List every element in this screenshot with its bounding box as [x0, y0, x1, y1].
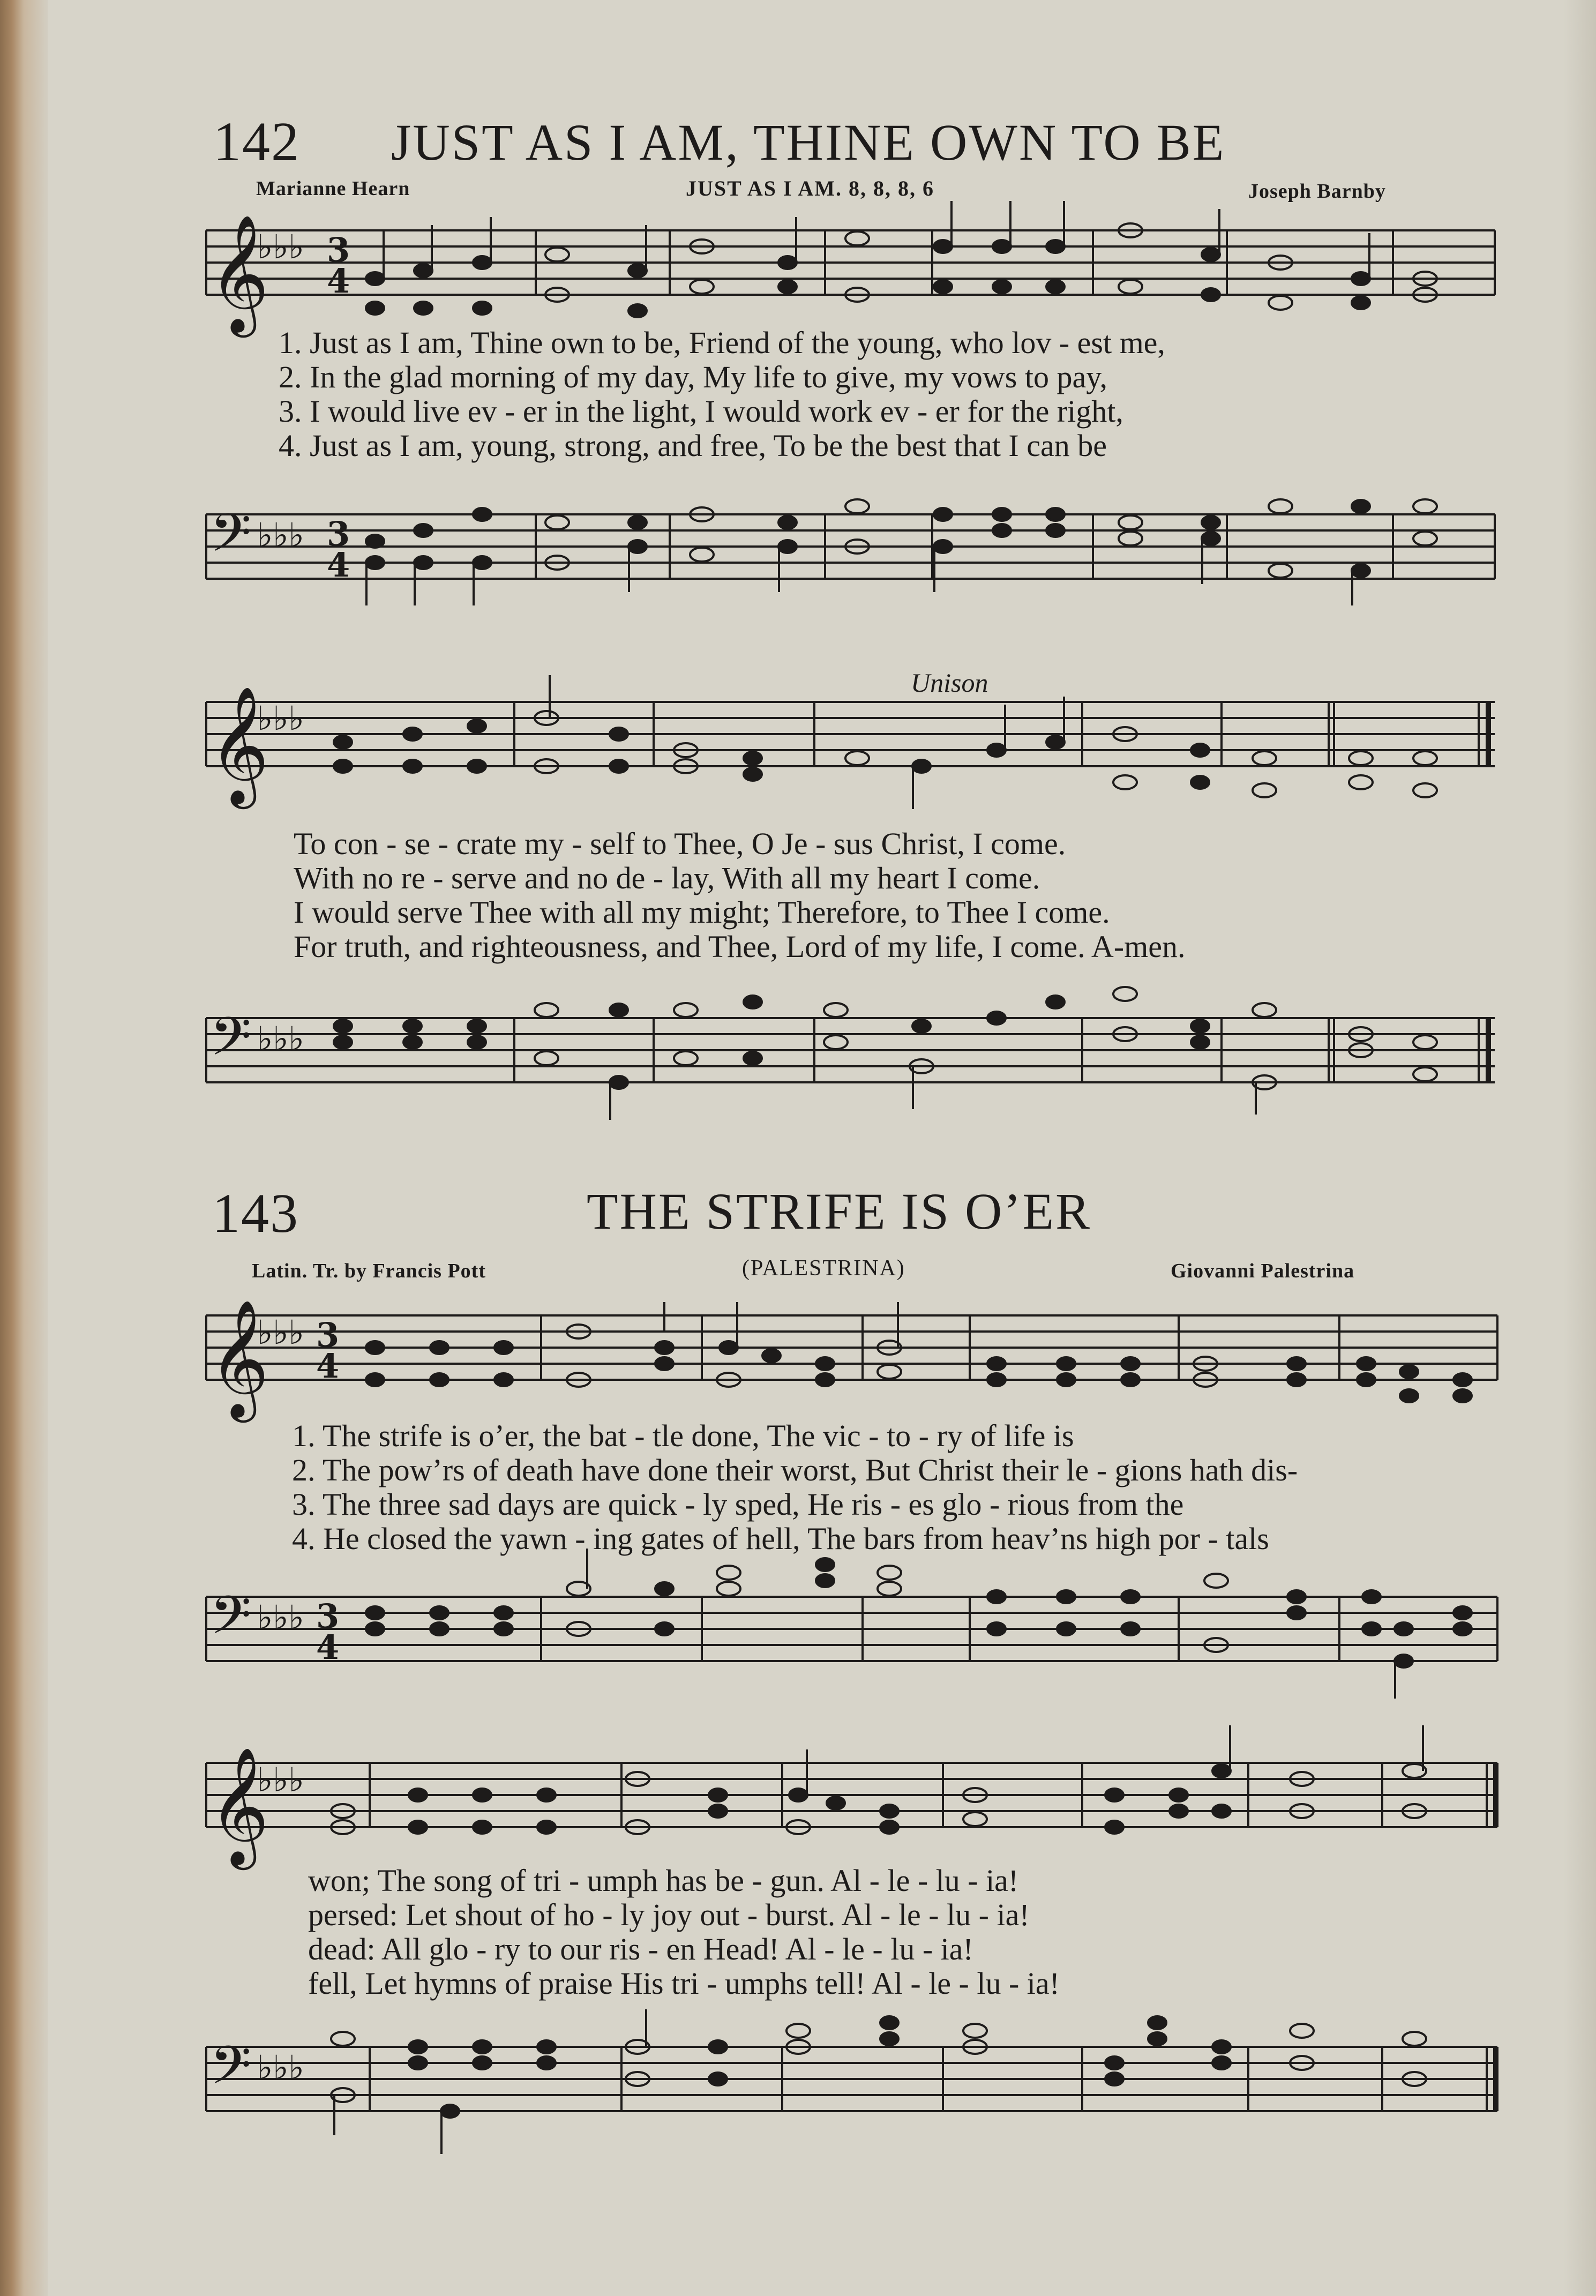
verse-4-line-2: fell, Let hymns of praise His tri - umphs tell! Al - le - lu - ia! [308, 1966, 1060, 2001]
hymn-143-verses-line-1 [292, 1419, 1298, 1556]
hymn-143-words-credit: Latin. Tr. by Francis Pott [252, 1260, 486, 1282]
svg-text:3: 3 [327, 230, 350, 270]
verse-4-line-1: 4. Just as I am, young, strong, and free, To be the best that I can be [279, 428, 1107, 463]
svg-text:3: 3 [316, 1315, 340, 1355]
verse-1-line-2: won; The song of tri - umph has be - gun. Al - le - lu - ia! [308, 1863, 1019, 1898]
bass-clef-icon: 𝄢 [210, 1006, 252, 1081]
staff-143-sys1-treble [206, 1315, 1497, 1380]
verse-2-line-1: 2. In the glad morning of my day, My life to give, my vows to pay, [279, 360, 1107, 394]
svg-text:♭♭♭: ♭♭♭ [257, 699, 304, 738]
treble-clef-icon: 𝄞 [209, 1299, 269, 1417]
verse-4-line-1: 4. He closed the yawn - ing gates of hell, The bars from heav’ns high por - tals [292, 1521, 1269, 1556]
hymn-142-verses-line-2 [294, 827, 1185, 964]
treble-clef-icon: 𝄞 [209, 685, 269, 804]
hymn-142-tune-name: JUST AS I AM. 8, 8, 8, 6 [686, 176, 935, 200]
hymn-142-number: 142 [213, 111, 300, 173]
verse-3-line-2: I would serve Thee with all my might; Therefore, to Thee I come. [294, 895, 1110, 930]
verse-2-line-2: persed: Let shout of ho - ly joy out - burst. Al - le - lu - ia! [308, 1897, 1030, 1932]
hymn-143-title: THE STRIFE IS O’ER [587, 1183, 1091, 1240]
bass-clef-icon: 𝄢 [210, 1585, 252, 1659]
svg-text:4: 4 [316, 1347, 340, 1386]
verse-3-line-2: dead: All glo - ry to our ris - en Head! Al - le - lu - ia! [308, 1932, 973, 1966]
hymn-143-verses-line-2 [308, 1864, 1060, 2001]
staff-142-sys2-treble [206, 702, 1495, 766]
verse-3-line-1: 3. I would live ev - er in the light, I would work ev - er for the right, [279, 394, 1123, 429]
svg-text:♭♭♭: ♭♭♭ [257, 1760, 304, 1799]
svg-text:♭♭♭: ♭♭♭ [257, 1019, 304, 1058]
verse-2-line-1: 2. The pow’rs of death have done their worst, But Christ their le - gions hath dis- [292, 1453, 1298, 1487]
verse-1-line-2: To con - se - crate my - self to Thee, O Je - sus Christ, I come. [294, 826, 1066, 861]
staff-142-sys1-bass [206, 514, 1495, 579]
bass-clef-icon: 𝄢 [210, 2035, 252, 2110]
svg-text:♭♭♭: ♭♭♭ [257, 227, 304, 266]
staff-142-sys1-treble [206, 230, 1495, 295]
hymn-142-verses-line-1 [279, 326, 1165, 463]
verse-1-line-1: 1. The strife is o’er, the bat - tle done, The vic - to - ry of life is [292, 1418, 1074, 1453]
svg-text:4: 4 [327, 261, 350, 301]
svg-text:♭♭♭: ♭♭♭ [257, 515, 304, 555]
bass-clef-icon: 𝄢 [210, 503, 252, 577]
svg-text:4: 4 [327, 545, 350, 585]
hymn-143-number: 143 [212, 1183, 299, 1244]
svg-text:4: 4 [316, 1628, 340, 1667]
treble-clef-icon: 𝄞 [209, 1746, 269, 1865]
hymn-142-music-credit: Joseph Barnby [1248, 180, 1386, 203]
svg-text:♭♭♭: ♭♭♭ [257, 1313, 304, 1352]
hymn-142-words-credit: Marianne Hearn [256, 177, 410, 200]
hymn-142-title: JUST AS I AM, THINE OWN TO BE [391, 114, 1226, 171]
svg-text:♭♭♭: ♭♭♭ [257, 1598, 304, 1637]
svg-text:3: 3 [316, 1597, 340, 1636]
hymn-143-tune-name: (PALESTRINA) [742, 1256, 905, 1281]
staff-142-sys2-bass [206, 1018, 1495, 1082]
svg-text:♭♭♭: ♭♭♭ [257, 2048, 304, 2087]
staff-143-sys1-bass [206, 1597, 1497, 1661]
verse-2-line-2: With no re - serve and no de - lay, With all my heart I come. [294, 861, 1040, 895]
unison-marking: Unison [911, 668, 988, 698]
treble-clef-icon: 𝄞 [209, 214, 269, 332]
svg-text:3: 3 [327, 514, 350, 554]
verse-3-line-1: 3. The three sad days are quick - ly sped, He ris - es glo - rious from the [292, 1487, 1184, 1522]
verse-1-line-1: 1. Just as I am, Thine own to be, Friend of the young, who lov - est me, [279, 325, 1165, 360]
verse-4-line-2: For truth, and righteousness, and Thee, Lord of my life, I come. A-men. [294, 929, 1186, 964]
hymn-143-music-credit: Giovanni Palestrina [1171, 1260, 1355, 1282]
